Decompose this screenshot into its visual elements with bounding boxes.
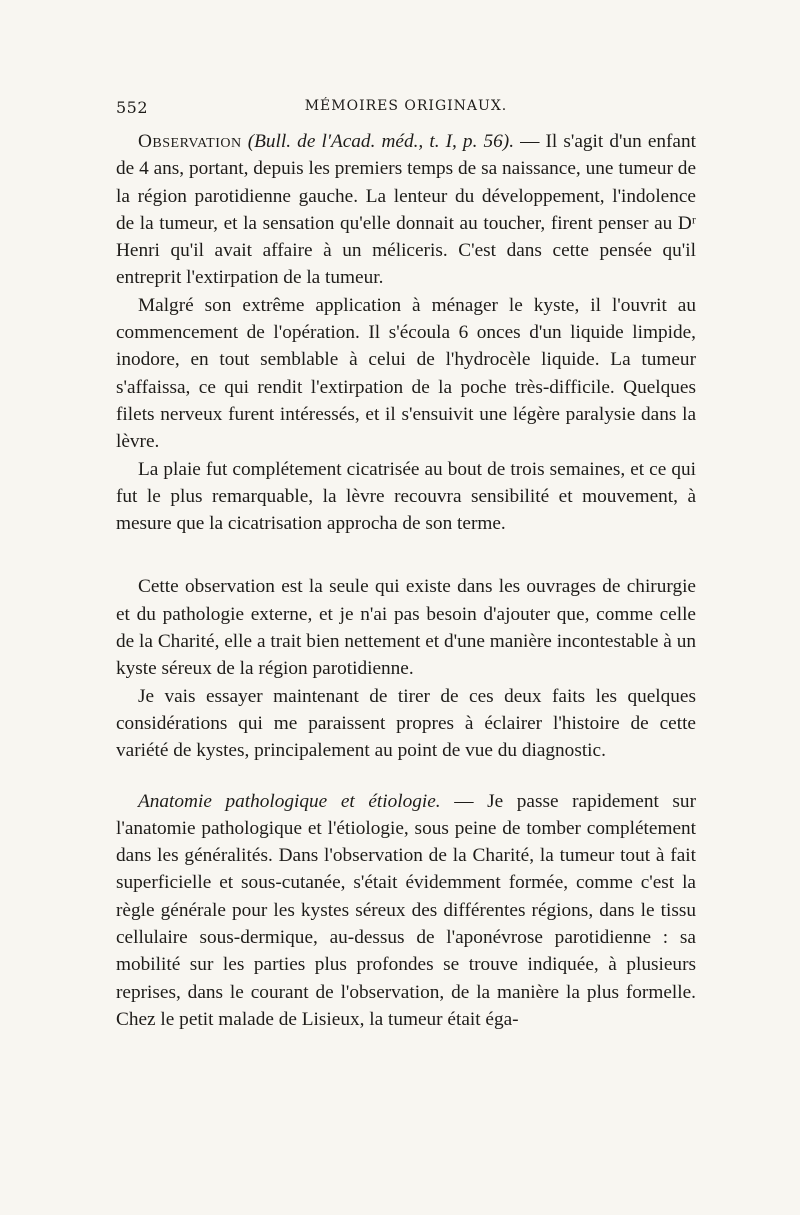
anatomy-heading: Anatomie pathologique et étiologie.	[138, 790, 441, 812]
page-number: 552	[116, 98, 149, 117]
paragraph-healing: La plaie fut complétement cicatrisée au bout de trois semaines, et ce qui fut le plus remarquable, la lèvre recouvra sensibilité et mouvement, à mesure que la cicatrisation approcha de son terme.	[116, 458, 696, 535]
running-title: MÉMOIRES ORIGINAUX.	[304, 98, 508, 114]
text-column	[116, 98, 696, 1033]
paragraph-operation: Malgré son extrême application à ménager le kyste, il l'ouvrit au commencement de l'opération. Il s'écoula 6 onces d'un liquide limpide, inodore, en tout semblable à celui de l'hydrocèle liquide. La tumeur s'affaissa, ce qui rendit l'extirpation de la poche très-difficile. Quelques filets nerveux furent intéressés, et il s'ensuivit une légère paralysie dans la lèvre.	[116, 294, 696, 453]
paragraph-commentary: Cette observation est la seule qui existe dans les ouvrages de chirurgie et du pathologie externe, et je n'ai pas besoin d'ajouter que, comme celle de la Charité, elle a trait bien nettement et d'une manière incontestable à un kyste séreux de la région parotidienne.	[116, 576, 696, 680]
section-gap-2	[116, 765, 696, 788]
observation-paragraph	[116, 128, 696, 292]
observation-label: Observation	[138, 131, 242, 152]
paragraph-anatomy	[116, 788, 696, 1034]
paragraph-diagnostic: Je vais essayer maintenant de tirer de ces deux faits les quelques considérations qui me paraissent propres à éclairer l'histoire de cette variété de kystes, principalement au point de vue du diagnostic.	[116, 685, 696, 762]
observation-citation: (Bull. de l'Acad. méd., t. I, p. 56).	[247, 131, 515, 152]
page-header	[116, 98, 696, 128]
anatomy-text: — Je passe rapidement sur l'anatomie pathologique et l'étiologie, sous peine de tomber complétement dans les généralités. Dans l'observation de la Charité, la tumeur tout à fait superficielle et sous-cutanée, s'était évidemment formée, comme c'est la règle générale pour les kystes séreux des différentes régions, dans le tissu cellulaire sous-dermique, au-dessus de l'aponévrose parotidienne : sa mobilité sur les parties plus profondes se trouve indiquée, à plusieurs reprises, dans le courant de l'observation, de la manière la plus formelle. Chez le petit malade de Lisieux, la tumeur était éga-	[116, 790, 696, 1030]
observation-text: — Il s'agit d'un enfant de 4 ans, portant, depuis les premiers temps de sa naissance, une tumeur de la région parotidienne gauche. La lenteur du développement, l'indolence de la tumeur, et la sensation qu'elle donnait au toucher, firent penser au Dʳ Henri qu'il avait affaire à un méliceris. C'est dans cette pensée qu'il entreprit l'extirpation de la tumeur.	[116, 131, 696, 289]
section-gap	[116, 537, 696, 573]
